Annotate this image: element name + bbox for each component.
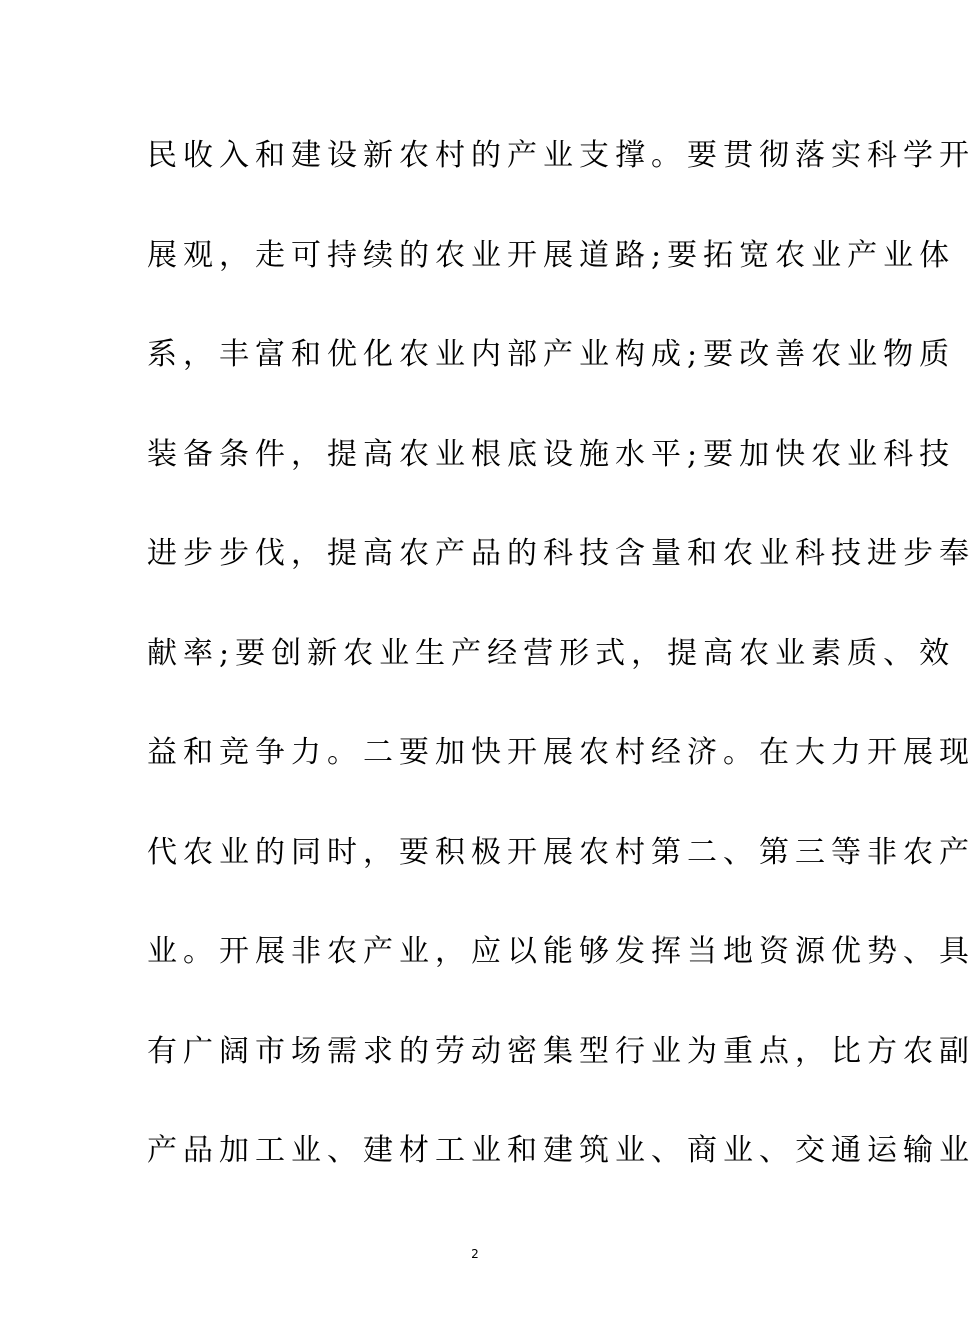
text-line: 装备条件，提高农业根底设施水平;要加快农业科技 (147, 436, 956, 472)
body-text (147, 128, 975, 1223)
text-line: 产品加工业、建材工业和建筑业、商业、交通运输业 (147, 1133, 975, 1168)
text-line: 代农业的同时，要积极开展农村第二、第三等非农产 (147, 834, 975, 870)
text-line: 展观，走可持续的农业开展道路;要拓宽农业产业体 (147, 237, 956, 273)
text-line: 进步步伐，提高农产品的科技含量和农业科技进步奉 (147, 536, 975, 571)
text-line: 系，丰富和优化农业内部产业构成;要改善农业物质 (147, 337, 956, 372)
text-line: 献率;要创新农业生产经营形式，提高农业素质、效 (147, 635, 956, 671)
text-line: 有广阔市场需求的劳动密集型行业为重点，比方农副 (147, 1033, 975, 1069)
text-line: 益和竞争力。二要加快开展农村经济。在大力开展现 (147, 735, 975, 770)
text-line: 业。开展非农产业，应以能够发挥当地资源优势、具 (147, 934, 975, 969)
page-number: 2 (471, 1247, 479, 1261)
text-line: 民收入和建设新农村的产业支撑。要贯彻落实科学开 (147, 138, 975, 173)
